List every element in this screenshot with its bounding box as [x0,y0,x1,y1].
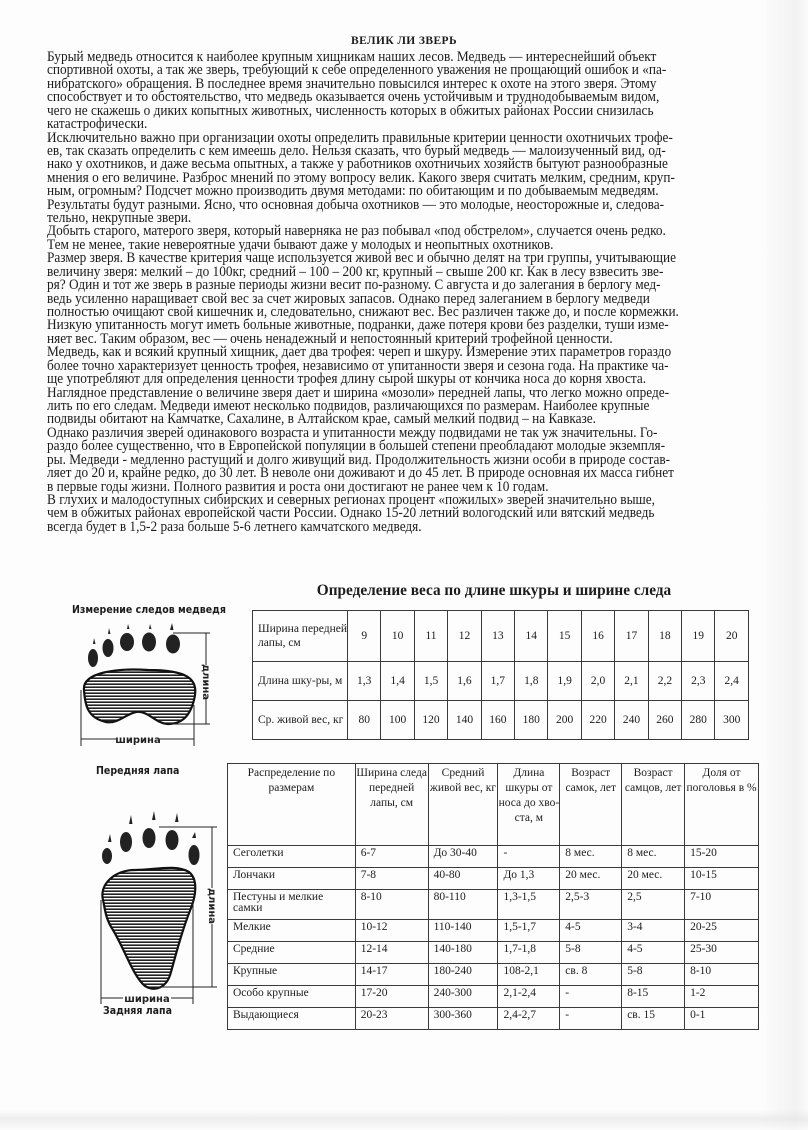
article-line: более точно характеризует ценность трофея, независимо от упитанности зверя и сезона года. На практике ча- [47,357,669,374]
table-row [253,611,749,662]
table-cell: Мелкие [228,920,356,942]
article-line: ще употребляют для определения ценности трофея длину сырой шкуры от кончика носа до корня хвоста. [47,371,647,388]
table-cell: 20 мес. [622,868,685,890]
article-line: нако у охотников, и даже весьма опытных, а также у работников охотничьих хозяйств бытуют разнообразные [47,156,668,173]
row-header: Ср. живой вес, кг [253,701,348,740]
table-cell: 260 [648,701,681,740]
table-cell: До 1,3 [498,868,560,890]
table-cell: 180-240 [428,964,498,986]
article-line: ев, так сказать определить с кем имеешь дело. Нельзя сказать, что бурый медведь — малоизученный вид, од- [47,142,666,159]
table-cell: 9 [348,611,381,662]
table-cell: 1,6 [448,662,481,701]
table-cell: 4-5 [560,920,622,942]
table-cell: 2,1 [615,662,648,701]
article-line: чего не скажешь о диких копытных животных, численность которых в обжитых районах России снизилась [47,102,654,119]
column-header: Возраст самцов, лет [622,764,685,846]
table-cell: 7-10 [685,890,759,920]
table-cell: 12-14 [355,942,428,964]
table-cell: 11 [414,611,447,662]
paw-pad [102,868,195,989]
table-cell: 0-1 [685,1008,759,1030]
column-header: Возраст самок, лет [560,764,622,846]
row-header: Длина шку-ры, м [253,662,348,701]
table-cell: 8 мес. [622,846,685,868]
table-row [228,846,759,868]
article-body [47,51,777,534]
table-cell: 8 мес. [560,846,622,868]
table-cell: 10-15 [685,868,759,890]
table-cell: 2,4 [715,662,749,701]
front-paw-track-figure [78,620,218,750]
table-cell: 110-140 [428,920,498,942]
article-line: в первые годы жизни. Полного развития и роста они достигают не ранее чем к 10 годам. [47,478,549,495]
table-cell: Лончаки [228,868,356,890]
table-cell: 2,5 [622,890,685,920]
table-cell: 5-8 [560,942,622,964]
table-cell: 10 [381,611,414,662]
toe-prints [102,811,200,865]
table-cell: 300 [715,701,749,740]
table-cell: 16 [581,611,614,662]
table-cell: Сеголетки [228,846,356,868]
table-cell: 1,7 [481,662,514,701]
table-cell: 1,7-1,8 [498,942,560,964]
row-header: Ширина передней лапы, см [253,611,348,662]
column-header: Доля от поголовья в % [685,764,759,846]
table-cell: 17 [615,611,648,662]
article-line: способствует и то обстоятельство, что медведь оказывается очень устойчивым и труднодобываемым видом, [47,89,660,106]
table-cell: 140-180 [428,942,498,964]
table-cell: 15-20 [685,846,759,868]
article-line: Добыть старого, матерого зверя, который наверняка не раз побывал «под обстрелом», случается очень редко. [47,223,666,240]
figure-caption-hind-paw: Задняя лапа [103,1004,172,1017]
figure-caption-front-paw: Передняя лапа [96,764,180,777]
table-cell: 280 [682,701,715,740]
table-cell: 160 [481,701,514,740]
table-cell: 240-300 [428,986,498,1008]
table-cell: 8-10 [685,964,759,986]
article-line: ляет до 20 и, крайне редко, до 30 лет. В неволе они доживают и до 45 лет. В природе основная их масса гибнет [47,465,674,482]
table-cell: 1,4 [381,662,414,701]
table-cell: 13 [481,611,514,662]
table-row [253,662,749,701]
article-line: ря? Один и тот же зверь в разные периоды жизни весит по-разному. С августа и до залегания в берлогу мед- [47,277,661,294]
column-header: Длина шкуры от носа до хво-ста, м [498,764,560,846]
column-header: Средний живой вес, кг [428,764,498,846]
article-line: чем в обжитых районах европейской части России. Однако 15-20 летний вологодский или вятский медведь [47,505,655,522]
table-cell: 108-2,1 [498,964,560,986]
length-label: длина [206,887,217,925]
table-row [228,986,759,1008]
hind-paw-track-figure [95,800,220,1005]
table-cell: 8-10 [355,890,428,920]
table-cell: 1,3-1,5 [498,890,560,920]
article-line: лить по его следам. Медведи имеют несколько подвидов, различающихся по размерам. Наиболее крупные [47,397,650,414]
article-line: Исключительно важно при организации охоты определить правильные критерии ценности охотничьих трофе- [47,129,673,146]
table-cell: 1,5-1,7 [498,920,560,942]
article-line: катастрофически. [47,116,148,133]
column-header: Распределение по размерам [228,764,356,846]
article-line: Низкую упитанность могут иметь больные животные, подранки, даже потеря крови без разделки, туши изме- [47,317,669,334]
article-line: всегда будет в 1,5-2 раза больше 5-6 летнего камчатского медведя. [47,518,422,535]
table-cell: 5-8 [622,964,685,986]
table-row [228,890,759,920]
table-cell: Крупные [228,964,356,986]
table-cell: 14-17 [355,964,428,986]
table-row [253,701,749,740]
column-header: Ширина следа передней лапы, см [355,764,428,846]
article-line: няет вес. Таким образом, вес — очень ненадежный и непостоянный критерий трофейной ценности. [47,330,613,347]
article-title: ВЕЛИК ЛИ ЗВЕРЬ [351,35,457,47]
table-cell: 20 мес. [560,868,622,890]
table-cell: 140 [448,701,481,740]
table-cell: 2,3 [682,662,715,701]
table-cell: 80-110 [428,890,498,920]
table-cell: 10-12 [355,920,428,942]
width-label: ширина [124,994,170,1005]
table-cell: До 30-40 [428,846,498,868]
article-line: мнения о его величине. Разброс мнений по этому вопросу велик. Какого зверя считать мелким, средним, круп- [47,169,675,186]
table-cell: Особо крупные [228,986,356,1008]
toe-prints [88,623,180,667]
table-cell: 1-2 [685,986,759,1008]
page-edge-shadow-bottom [0,1110,808,1130]
table-cell: 17-20 [355,986,428,1008]
article-line: В глухих и малодоступных сибирских и северных регионах процент «пожилых» зверей значительно выше, [47,491,655,508]
article-line: ры. Медведи - медленно растущий и долго живущий вид. Продолжительность жизни особи в природе состав- [47,451,671,468]
article-line: Медведь, как и всякий крупный хищник, дает два трофея: череп и шкуру. Измерение этих параметров гораздо [47,344,672,361]
article-line: ведь усиленно наращивает свой вес за счет жировых запасов. Однако перед залеганием в берлогу медведи [47,290,650,307]
table-cell: 180 [515,701,548,740]
table-cell: 100 [381,701,414,740]
table-cell: 14 [515,611,548,662]
width-label: ширина [115,735,161,746]
table-cell: 8-15 [622,986,685,1008]
table-cell: 7-8 [355,868,428,890]
table-cell: - [560,1008,622,1030]
table-cell: 1,9 [548,662,581,701]
article-line: Бурый медведь относится к наиболее крупным хищникам наших лесов. Медведь — интереснейший объект [47,49,657,65]
table-cell: 120 [414,701,447,740]
article-line: нибратского» обращения. В последнее время значительно повысился интерес к охоте на этого зверя. Этому [47,75,657,92]
table-cell: 220 [581,701,614,740]
article-line: подвиды обитают на Камчатке, Сахалине, в Алтайском крае, самый мелкий подвид – на Кавказе. [47,411,596,428]
table-cell: 20-23 [355,1008,428,1030]
table-cell: 2,5-3 [560,890,622,920]
article-line: Размер зверя. В качестве критерия чаще используется живой вес и обычно делят на три группы, учитывающие [47,250,676,267]
table-cell: 2,1-2,4 [498,986,560,1008]
table-cell: Средние [228,942,356,964]
article-line: спортивной охоты, а так же зверь, требующий к себе определенного уважения не прощающий ошибок и «па- [47,62,667,79]
table-row [228,942,759,964]
length-label: длина [200,663,211,701]
article-line: полностью очищают свой кишечник и, следовательно, снижают вес. Вес различен также до, и после кормежки. [47,304,679,321]
table-cell: Пестуны и мелкие самки [228,890,356,920]
table-cell: 12 [448,611,481,662]
table-cell: 20 [715,611,749,662]
figure-caption-measurement: Измерение следов медведя [72,603,226,616]
table-cell: 1,5 [414,662,447,701]
table-cell: 2,4-2,7 [498,1008,560,1030]
table-cell: 18 [648,611,681,662]
article-line: Наглядное представление о величине зверя дает и ширина «мозоли» передней лапы, что легко можно опреде- [47,384,670,401]
weight-estimation-table [252,610,749,740]
table-cell: 240 [615,701,648,740]
table-cell: 1,8 [515,662,548,701]
table-cell: 3-4 [622,920,685,942]
article-line: величину зверя: мелкий – до 100кг, средний – 100 – 200 кг, крупный – свыше 200 кг. Как в лесу взвесить зве- [47,263,664,280]
article-line: Однако различия зверей одинакового возраста и упитанности между подвидами не так уж значительны. Го- [47,424,658,441]
table-cell: 80 [348,701,381,740]
table-cell: 19 [682,611,715,662]
table-row [228,964,759,986]
table-cell: св. 15 [622,1008,685,1030]
table-cell: 2,2 [648,662,681,701]
article-line: Результаты будут разными. Ясно, что основная добыча охотников — это молодые, неосторожные и, следова- [47,196,665,213]
size-distribution-table [227,763,759,1030]
table-header-row [228,764,759,846]
table-cell: 300-360 [428,1008,498,1030]
table-cell: 200 [548,701,581,740]
article-line: Тем не менее, такие невероятные удачи бывают даже у молодых и неопытных охотников. [47,236,554,253]
table-cell: 20-25 [685,920,759,942]
table-cell: 6-7 [355,846,428,868]
article-line: тельно, некрупные звери. [47,210,192,227]
table-cell: - [560,986,622,1008]
table-row [228,1008,759,1030]
table-cell: 4-5 [622,942,685,964]
table-cell: 40-80 [428,868,498,890]
table-row [228,920,759,942]
table-cell: 15 [548,611,581,662]
table-cell: - [498,846,560,868]
weight-table-title: Определение веса по длине шкуры и ширине следа [316,582,672,599]
table-row [228,868,759,890]
article-line: раздо более существенно, что в Европейской популяции в большей степени преобладают молодые экземпля- [47,438,666,455]
table-cell: Выдающиеся [228,1008,356,1030]
table-cell: 25-30 [685,942,759,964]
table-cell: 1,3 [348,662,381,701]
table-cell: св. 8 [560,964,622,986]
article-line: ным, огромным? Подсчет можно производить двумя методами: по обитающим и по добываемым медведям. [47,183,659,200]
table-cell: 2,0 [581,662,614,701]
paw-pad [84,670,195,724]
